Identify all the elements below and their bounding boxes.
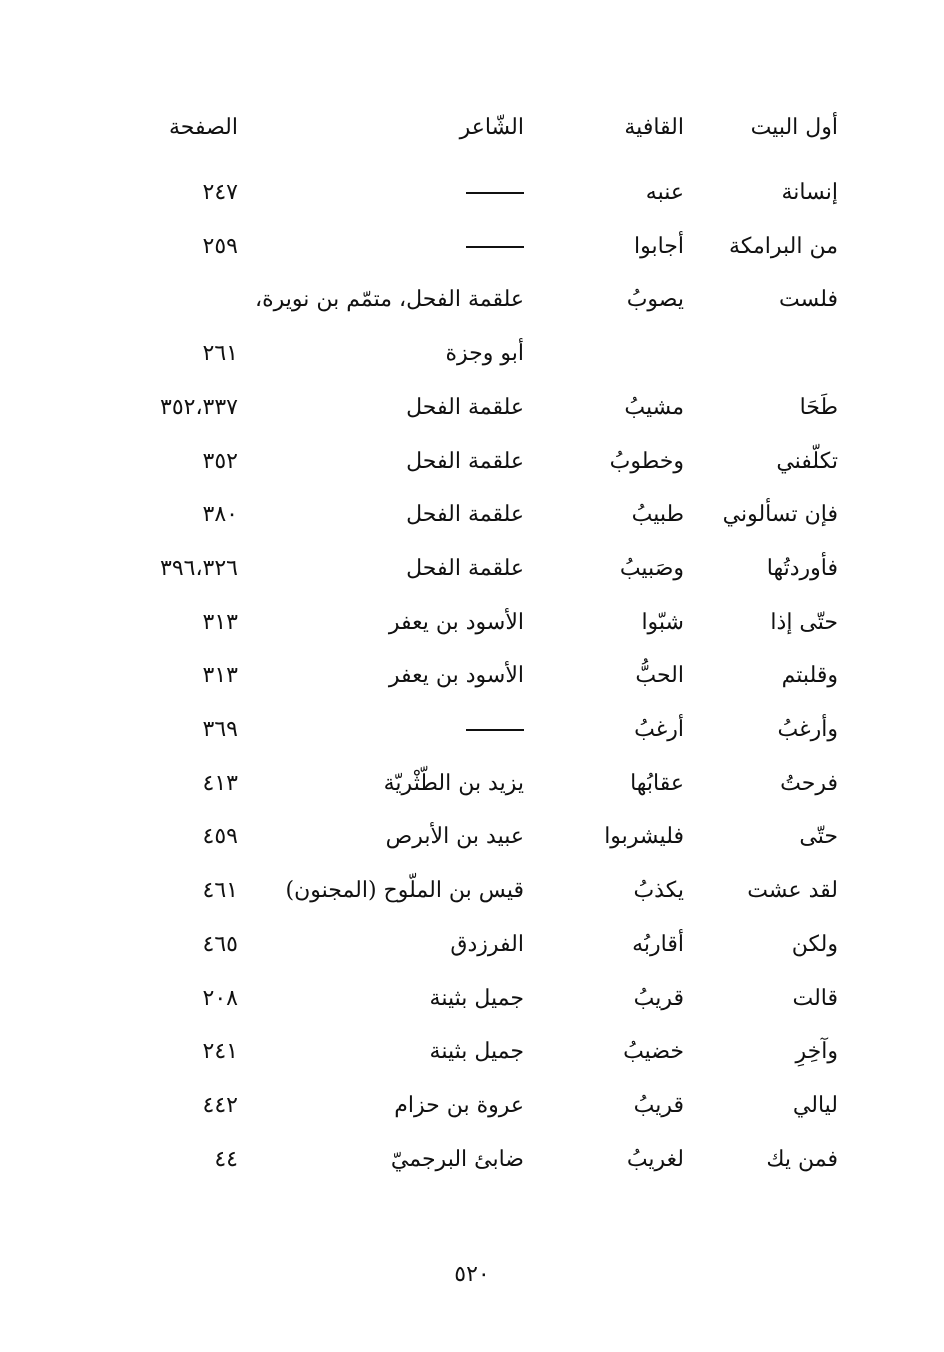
- row-first-word: من البرامكة: [729, 234, 838, 259]
- row-poet: ضابئ البرجميّ: [390, 1147, 524, 1172]
- page-number: ٥٢٠: [454, 1262, 490, 1287]
- unknown-poet-dash: [466, 729, 524, 731]
- row-poet: الأسود بن يعفر: [388, 663, 524, 688]
- row-first-word: فإن تسألوني: [722, 502, 838, 527]
- row-first-word: فلست: [778, 287, 838, 312]
- row-rhyme: يصوبُ: [626, 287, 684, 312]
- row-rhyme: شبّوا: [641, 610, 684, 635]
- row-rhyme: مشيبُ: [624, 395, 684, 420]
- row-first-word: وقلبتم: [781, 663, 838, 688]
- row-page: ٤٤: [214, 1147, 238, 1172]
- row-first-word: ولكن: [791, 932, 838, 957]
- row-rhyme: خضيبُ: [623, 1039, 684, 1064]
- row-page: ٣٥٢: [202, 449, 238, 474]
- row-first-word: إنسانة: [781, 180, 838, 205]
- row-first-word: طَحَا: [799, 395, 838, 420]
- unknown-poet-dash: [466, 192, 524, 194]
- row-page: ٣١٣: [202, 610, 238, 635]
- row-page: ٣٩٦،٣٢٦: [160, 556, 238, 581]
- row-page: ٢٥٩: [202, 234, 238, 259]
- row-first-word: حتّى إذا: [770, 610, 838, 635]
- row-poet: جميل بثينة: [429, 986, 524, 1011]
- row-page: ٤٥٩: [202, 824, 238, 849]
- row-rhyme: طبيبُ: [631, 502, 684, 527]
- row-page: ٣٦٩: [202, 717, 238, 742]
- row-poet: علقمة الفحل: [406, 449, 524, 474]
- row-first-word: وأرغبُ: [777, 717, 838, 742]
- unknown-poet-dash: [466, 246, 524, 248]
- row-poet: علقمة الفحل: [406, 502, 524, 527]
- row-rhyme: وصَبيبُ: [619, 556, 684, 581]
- row-poet: [466, 178, 524, 208]
- header-rhyme: القافية: [624, 115, 684, 140]
- row-rhyme: يكذبُ: [633, 878, 684, 903]
- row-first-word: فمن يك: [766, 1147, 838, 1172]
- row-page: ٤٦٥: [202, 932, 238, 957]
- row-poet: علقمة الفحل، متمّم بن نويرة،: [255, 287, 524, 312]
- row-poet: الفرزدق: [450, 932, 524, 957]
- row-poet: عروة بن حزام: [394, 1093, 524, 1118]
- row-page: ٢٠٨: [202, 986, 238, 1011]
- row-first-word: وآخِرِ: [795, 1039, 838, 1064]
- row-page: ٤١٣: [202, 771, 238, 796]
- row-poet: عبيد بن الأبرص: [385, 824, 524, 849]
- row-first-word: قالت: [792, 986, 838, 1011]
- row-rhyme: عقابُها: [630, 771, 684, 796]
- row-first-word: فرحتُ: [780, 771, 838, 796]
- row-rhyme: فليشربوا: [604, 824, 684, 849]
- row-page: ٣٨٠: [202, 502, 238, 527]
- row-first-word: لقد عشت: [747, 878, 838, 903]
- row-first-word: حتّى: [799, 824, 838, 849]
- header-page: الصفحة: [168, 115, 238, 140]
- row-first-word: ليالي: [792, 1093, 838, 1118]
- row-poet: قيس بن الملّوح (المجنون): [285, 878, 524, 903]
- row-page: ٣١٣: [202, 663, 238, 688]
- row-poet: [466, 232, 524, 262]
- row-page: ٣٥٢،٣٣٧: [160, 395, 238, 420]
- row-rhyme: وخطوبُ: [609, 449, 684, 474]
- row-rhyme: أقاربُه: [632, 932, 684, 957]
- row-page: ٢٦١: [202, 341, 238, 366]
- row-poet: الأسود بن يعفر: [388, 610, 524, 635]
- row-rhyme: أجابوا: [633, 234, 684, 259]
- row-page: ٢٤٧: [202, 180, 238, 205]
- header-first-word: أول البيت: [750, 115, 838, 140]
- row-rhyme: عنبه: [645, 180, 684, 205]
- row-page: ٤٦١: [202, 878, 238, 903]
- row-rhyme: الحبُّ: [635, 663, 684, 688]
- row-first-word: تكلّفني: [776, 449, 838, 474]
- row-first-word: فأوردتُها: [766, 556, 838, 581]
- row-page: ٤٤٢: [202, 1093, 238, 1118]
- row-rhyme: لغريبُ: [626, 1147, 684, 1172]
- row-poet: أبو وجزة: [445, 341, 524, 366]
- header-poet: الشّاعر: [459, 115, 524, 140]
- row-poet: علقمة الفحل: [406, 395, 524, 420]
- row-rhyme: قريبُ: [633, 986, 684, 1011]
- row-poet: [466, 715, 524, 745]
- row-poet: يزيد بن الطّثْريّة: [383, 771, 524, 796]
- row-poet: علقمة الفحل: [406, 556, 524, 581]
- row-rhyme: قريبُ: [633, 1093, 684, 1118]
- row-rhyme: أرغبُ: [634, 717, 684, 742]
- row-page: ٢٤١: [202, 1039, 238, 1064]
- row-poet: جميل بثينة: [429, 1039, 524, 1064]
